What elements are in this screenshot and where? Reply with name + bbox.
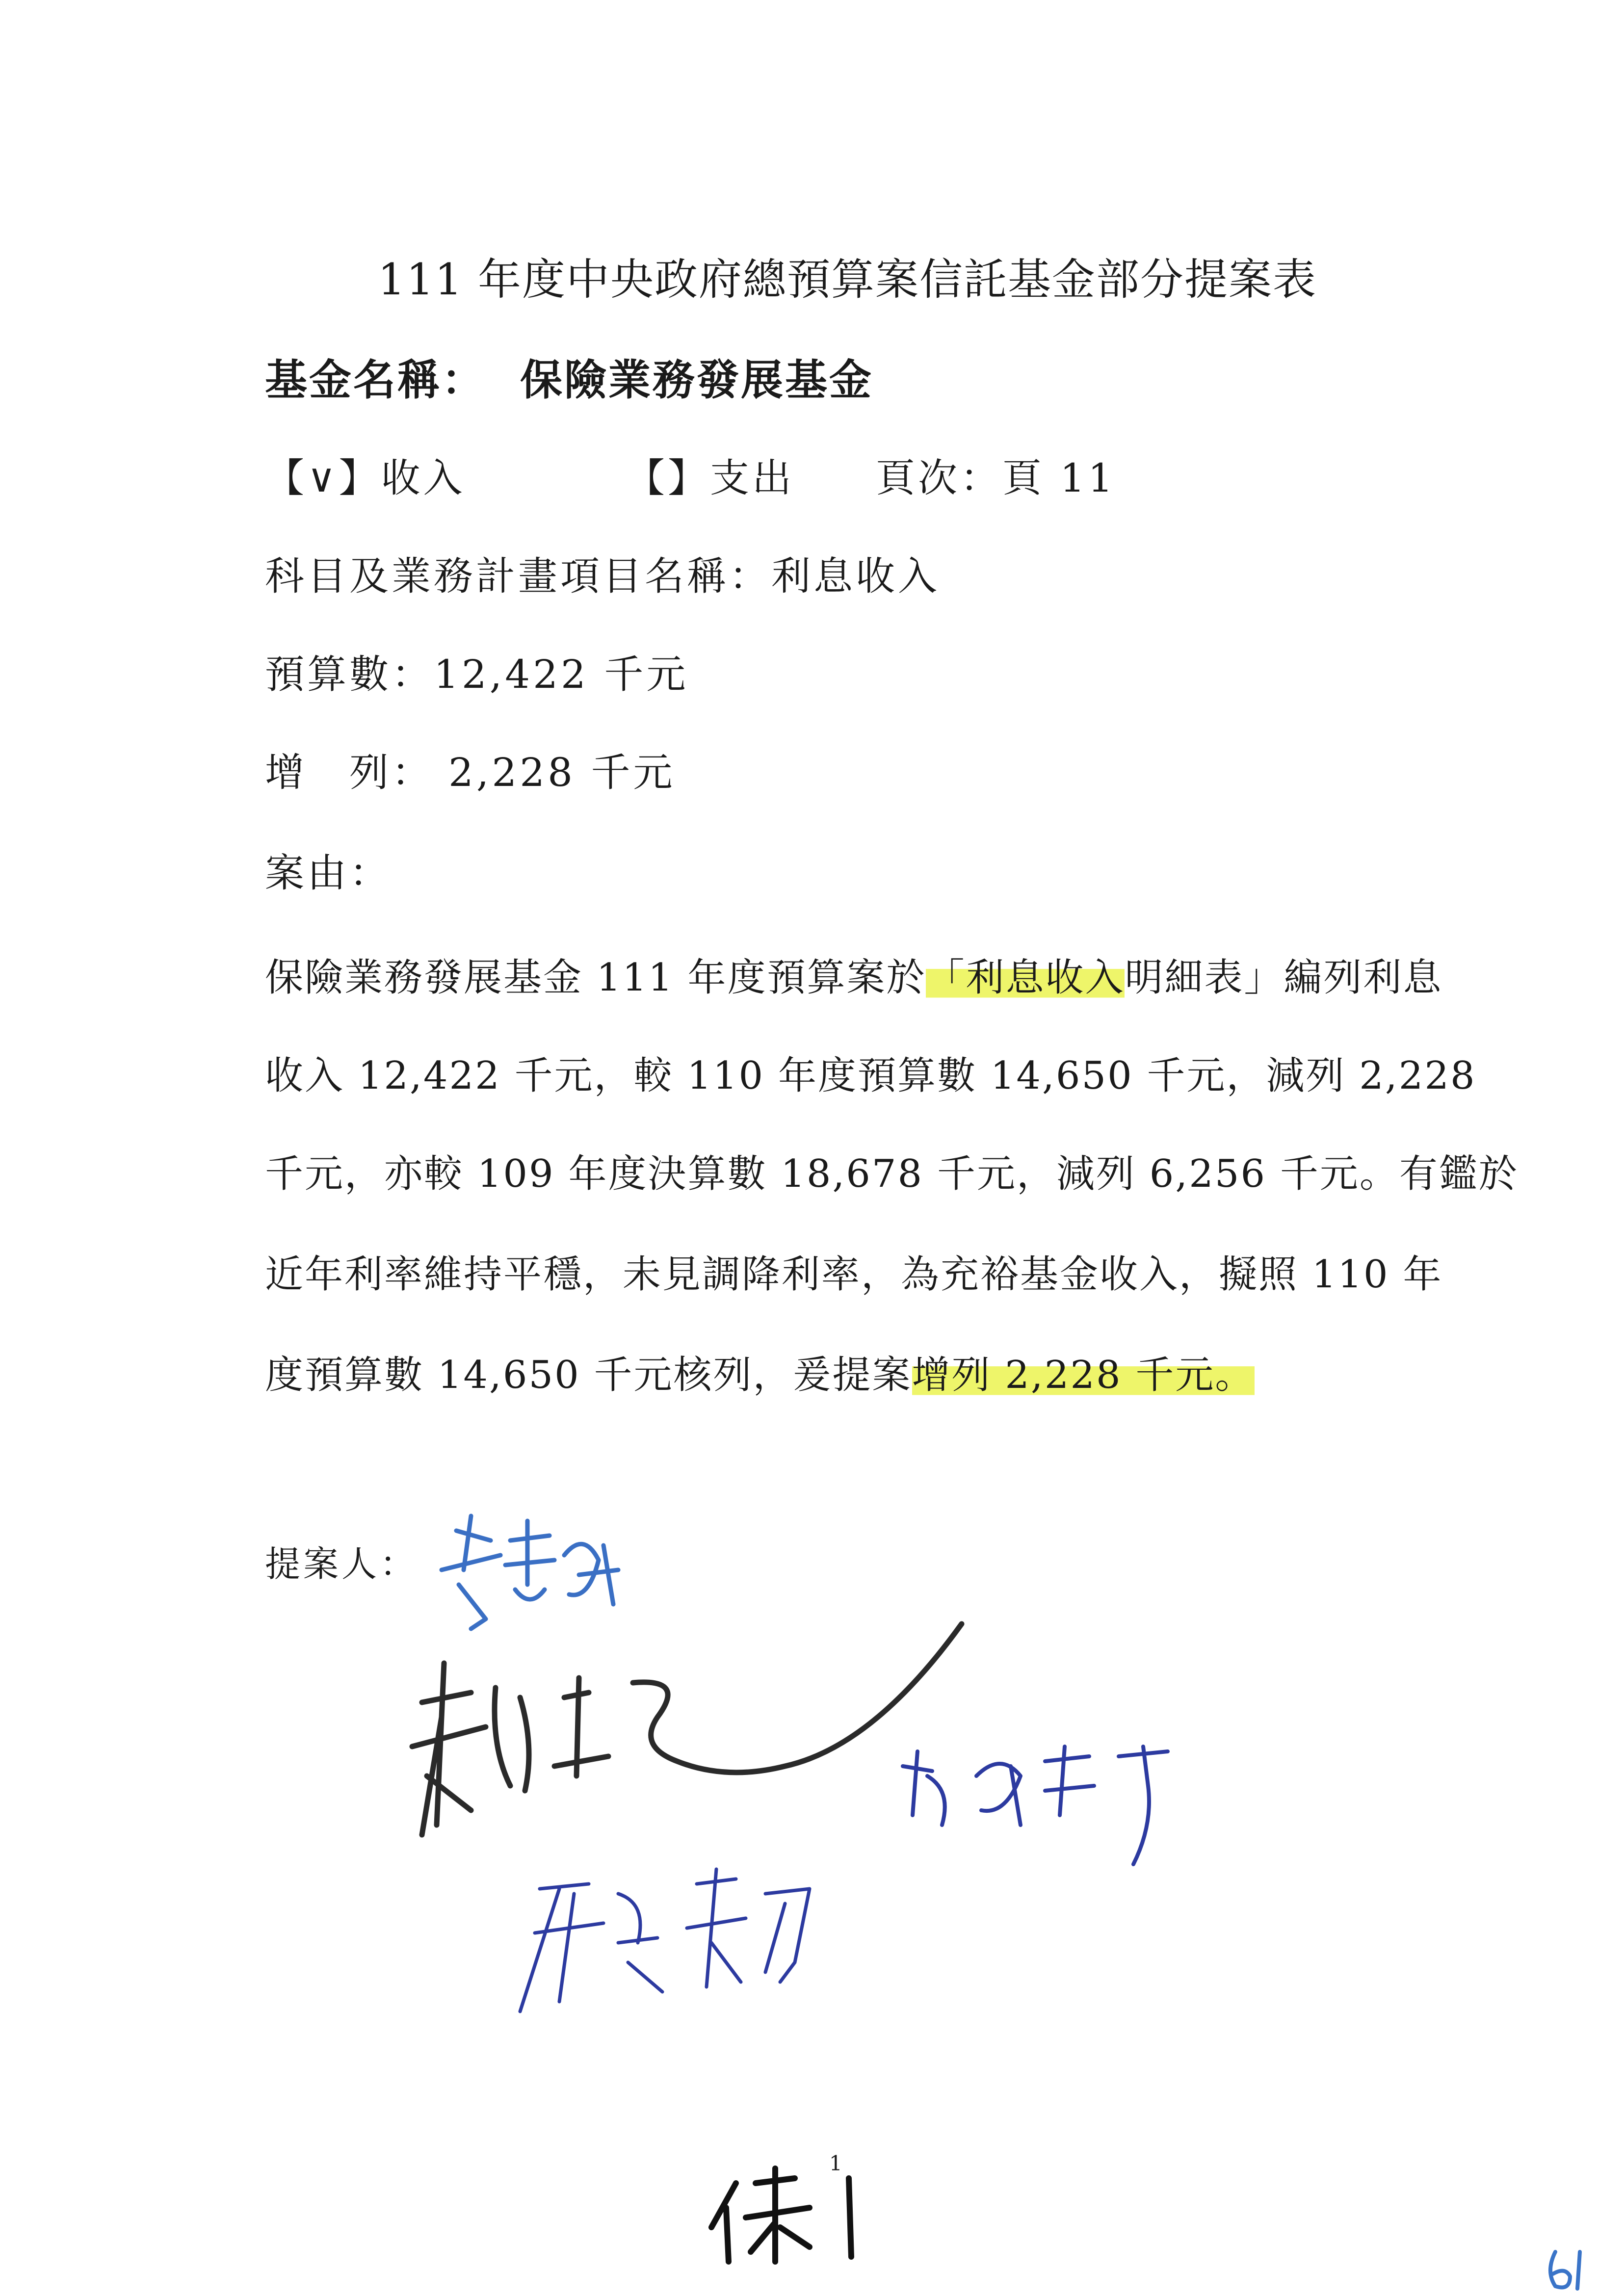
reason-line-2: 收入 12,422 千元，較 110 年度預算數 14,650 千元，減列 2,228 <box>265 1054 1476 1098</box>
corner-note <box>1550 2252 1580 2289</box>
signature-1 <box>442 1516 618 1629</box>
reason-label: 案由： <box>265 850 392 896</box>
fund-label: 基金名稱： <box>265 355 486 405</box>
highlighted-text: 「利息收入 <box>926 956 1125 1000</box>
item-name-row: 科目及業務計畫項目名稱：利息收入 <box>265 553 940 599</box>
reason-line-4: 近年利率維持平穩，未見調降利率，為充裕基金收入，擬照 110 年 <box>265 1252 1443 1297</box>
expense-checkbox-label: 【】支出 <box>626 455 794 501</box>
highlighted-text: 增列 2,228 千元。 <box>912 1353 1255 1397</box>
signature-2 <box>412 1624 962 1835</box>
reason-text: 明細表」編列利息 <box>1125 956 1443 1000</box>
proposer-label: 提案人： <box>265 1543 419 1585</box>
increase-value: 2,228 千元 <box>448 750 676 795</box>
income-checkbox-label: 【∨】收入 <box>265 455 466 501</box>
reason-text: 度預算數 14,650 千元核列，爰提案 <box>265 1353 912 1397</box>
reason-text: 保險業務發展基金 111 年度預算案於 <box>265 956 926 1000</box>
document-title: 111 年度中央政府總預算案信託基金部分提案表 <box>378 254 1317 305</box>
increase-label: 增 列： <box>265 750 434 795</box>
budget-row: 預算數：12,422 千元 <box>265 652 689 697</box>
signature-4 <box>520 1869 810 2011</box>
page-number: 1 <box>829 2151 842 2175</box>
page-reference: 頁次：頁 11 <box>876 455 1116 501</box>
signature-3 <box>903 1747 1168 1864</box>
reason-line-3: 千元，亦較 109 年度決算數 18,678 千元，減列 6,256 千元。有鑑於 <box>265 1152 1519 1196</box>
fund-name: 保險業務發展基金 <box>520 355 873 405</box>
stamp-handwriting <box>711 2168 851 2262</box>
